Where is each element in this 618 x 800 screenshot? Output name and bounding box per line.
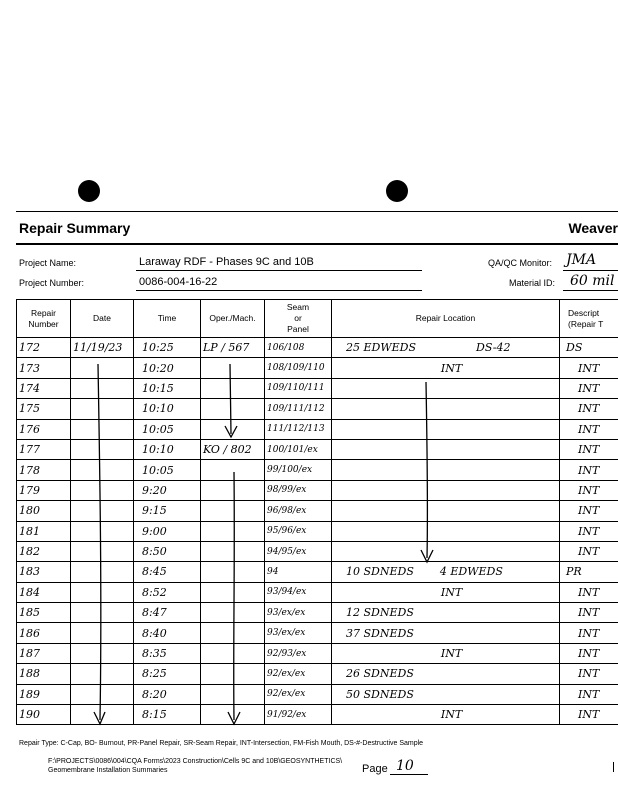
repair-type-cell: INT xyxy=(560,439,618,459)
repair-location-cell xyxy=(332,378,560,398)
repair-location-cell xyxy=(332,664,560,684)
seam-panel-cell: 99/100/ex xyxy=(265,460,332,480)
repair-number-cell: 190 xyxy=(17,705,71,725)
project-number-underline xyxy=(136,290,422,291)
seam-panel-cell: 93/ex/ex xyxy=(265,623,332,643)
repair-type-cell: PR xyxy=(560,562,618,582)
project-name-underline xyxy=(136,270,422,271)
repair-number-cell: 180 xyxy=(17,501,71,521)
repair-location-text: 26 SDNEDS xyxy=(346,667,414,681)
time-cell: 10:10 xyxy=(134,439,201,459)
repair-number-cell: 186 xyxy=(17,623,71,643)
repair-number-cell: 182 xyxy=(17,541,71,561)
time-cell: 8:52 xyxy=(134,582,201,602)
seam-panel-cell: 111/112/113 xyxy=(265,419,332,439)
repair-location-text: 12 SDNEDS xyxy=(346,606,414,620)
header-seam-panel: Seam or Panel xyxy=(265,300,332,338)
qaqc-monitor-label: QA/QC Monitor: xyxy=(488,258,553,268)
qaqc-monitor-value: JMA xyxy=(566,252,597,268)
oper-continuation-arrow-2 xyxy=(226,468,246,730)
page-number-underline xyxy=(390,774,428,775)
file-path xyxy=(48,757,342,775)
edge-mark xyxy=(613,762,614,772)
time-cell: 10:25 xyxy=(134,338,201,358)
repair-type-cell: INT xyxy=(560,501,618,521)
repair-location-cell xyxy=(332,501,560,521)
repair-type-cell: INT xyxy=(560,643,618,663)
repair-location-cell xyxy=(332,582,560,602)
repair-type-cell: INT xyxy=(560,521,618,541)
repair-type-cell: INT xyxy=(560,623,618,643)
punch-hole-left xyxy=(78,180,100,202)
header-date: Date xyxy=(71,300,134,338)
repair-number-cell: 177 xyxy=(17,439,71,459)
time-cell: 10:10 xyxy=(134,399,201,419)
repair-location-cell xyxy=(332,460,560,480)
time-cell: 8:47 xyxy=(134,603,201,623)
repair-location-cell xyxy=(332,399,560,419)
repair-location-cell xyxy=(332,684,560,704)
header-repair-number: Repair Number xyxy=(17,300,71,338)
seam-panel-cell: 96/98/ex xyxy=(265,501,332,521)
time-cell: 8:50 xyxy=(134,541,201,561)
repair-type-cell: INT xyxy=(560,603,618,623)
time-cell: 10:05 xyxy=(134,419,201,439)
project-name-value: Laraway RDF - Phases 9C and 10B xyxy=(139,256,314,268)
repair-location-cell xyxy=(332,603,560,623)
repair-number-cell: 179 xyxy=(17,480,71,500)
repair-number-cell: 184 xyxy=(17,582,71,602)
company-name: Weaver xyxy=(568,220,618,236)
qaqc-underline xyxy=(563,270,618,271)
seam-panel-cell: 91/92/ex xyxy=(265,705,332,725)
header-oper-mach: Oper./Mach. xyxy=(201,300,265,338)
time-cell: 8:15 xyxy=(134,705,201,725)
seam-panel-cell: 92/ex/ex xyxy=(265,664,332,684)
repair-type-cell: INT xyxy=(560,378,618,398)
repair-type-legend: Repair Type: C-Cap, BO- Burnout, PR-Panel Repair, SR-Seam Repair, INT-Intersection, FM-Fish Mouth, DS-#-Destructive Sample xyxy=(19,740,424,747)
time-cell: 9:20 xyxy=(134,480,201,500)
repair-location-text: INT xyxy=(440,708,463,722)
project-name-label: Project Name: xyxy=(19,258,77,268)
repair-type-cell: INT xyxy=(560,419,618,439)
repair-location-cell xyxy=(332,643,560,663)
material-underline xyxy=(563,290,618,291)
repair-type-cell: INT xyxy=(560,480,618,500)
time-cell: 8:40 xyxy=(134,623,201,643)
repair-location-text: INT xyxy=(440,647,463,661)
date-cell: 11/19/23 xyxy=(71,338,134,358)
time-cell: 9:00 xyxy=(134,521,201,541)
material-id-label: Material ID: xyxy=(509,278,556,288)
repair-location-text: 25 EDWEDS xyxy=(346,341,417,355)
seam-panel-cell: 93/94/ex xyxy=(265,582,332,602)
repair-number-cell: 181 xyxy=(17,521,71,541)
seam-panel-cell: 94/95/ex xyxy=(265,541,332,561)
table-row xyxy=(17,338,618,358)
repair-location-cell xyxy=(332,705,560,725)
oper-mach-cell: KO / 802 xyxy=(201,439,265,459)
seam-panel-cell: 92/93/ex xyxy=(265,643,332,663)
repair-location-cell xyxy=(332,358,560,378)
repair-location-text: 37 SDNEDS xyxy=(346,626,414,640)
project-number-label: Project Number: xyxy=(19,278,85,288)
header-rule xyxy=(16,243,618,245)
repair-location-cell xyxy=(332,521,560,541)
location-continuation-arrow xyxy=(418,378,438,568)
repair-number-cell: 178 xyxy=(17,460,71,480)
repair-location-text: INT xyxy=(440,361,463,375)
file-path-line-1: F:\PROJECTS\0086\004\CQA Forms\2023 Construction\Cells 9C and 10B\GEOSYNTHETICS\ xyxy=(48,758,343,765)
seam-panel-cell: 95/96/ex xyxy=(265,521,332,541)
repair-location-text: 10 SDNEDS xyxy=(346,565,414,579)
time-cell: 10:20 xyxy=(134,358,201,378)
repair-location-cell xyxy=(332,419,560,439)
repair-location-cell xyxy=(332,562,560,582)
seam-panel-cell: 108/109/110 xyxy=(265,358,332,378)
repair-location-cell xyxy=(332,480,560,500)
repair-number-cell: 185 xyxy=(17,603,71,623)
repair-type-cell: INT xyxy=(560,664,618,684)
repair-number-cell: 189 xyxy=(17,684,71,704)
repair-location-text: INT xyxy=(440,585,463,599)
seam-panel-cell: 106/108 xyxy=(265,338,332,358)
oper-mach-cell: LP / 567 xyxy=(201,338,265,358)
repair-location-cell xyxy=(332,338,560,358)
seam-panel-cell: 92/ex/ex xyxy=(265,684,332,704)
time-cell: 8:25 xyxy=(134,664,201,684)
repair-type-cell: INT xyxy=(560,399,618,419)
time-cell: 10:05 xyxy=(134,460,201,480)
time-cell: 8:35 xyxy=(134,643,201,663)
repair-type-cell: INT xyxy=(560,582,618,602)
repair-number-cell: 172 xyxy=(17,338,71,358)
repair-type-cell: INT xyxy=(560,460,618,480)
repair-location-cell xyxy=(332,623,560,643)
repair-type-cell: INT xyxy=(560,684,618,704)
seam-panel-cell: 100/101/ex xyxy=(265,439,332,459)
table-header-row xyxy=(17,300,618,338)
seam-panel-cell: 109/110/111 xyxy=(265,378,332,398)
header-time: Time xyxy=(134,300,201,338)
seam-panel-cell: 98/99/ex xyxy=(265,480,332,500)
file-path-line-2: Geomembrane Installation Summaries xyxy=(48,767,168,774)
repair-type-cell: INT xyxy=(560,541,618,561)
time-cell: 9:15 xyxy=(134,501,201,521)
repair-number-cell: 188 xyxy=(17,664,71,684)
repair-number-cell: 187 xyxy=(17,643,71,663)
project-number-value: 0086-004-16-22 xyxy=(139,276,218,288)
time-cell: 10:15 xyxy=(134,378,201,398)
repair-number-cell: 173 xyxy=(17,358,71,378)
repair-number-cell: 176 xyxy=(17,419,71,439)
top-rule xyxy=(16,211,618,212)
repair-location-extra: DS-42 xyxy=(476,341,511,355)
repair-location-text: 50 SDNEDS xyxy=(346,687,414,701)
repair-type-cell: INT xyxy=(560,705,618,725)
page-number: 10 xyxy=(396,758,414,774)
time-cell: 8:45 xyxy=(134,562,201,582)
punch-hole-right xyxy=(386,180,408,202)
repair-number-cell: 183 xyxy=(17,562,71,582)
header-description: Descript (Repair T xyxy=(560,300,618,338)
repair-location-extra: 4 EDWEDS xyxy=(439,565,503,579)
repair-number-cell: 174 xyxy=(17,378,71,398)
repair-type-cell: INT xyxy=(560,358,618,378)
page-label: Page xyxy=(362,763,388,775)
date-continuation-arrow xyxy=(90,360,110,730)
seam-panel-cell: 94 xyxy=(265,562,332,582)
repair-type-cell: DS xyxy=(560,338,618,358)
header-repair-location: Repair Location xyxy=(332,300,560,338)
repair-location-cell xyxy=(332,541,560,561)
repair-number-cell: 175 xyxy=(17,399,71,419)
form-title: Repair Summary xyxy=(19,220,131,236)
repair-location-cell xyxy=(332,439,560,459)
seam-panel-cell: 93/ex/ex xyxy=(265,603,332,623)
material-id-value: 60 mil xyxy=(570,273,615,289)
time-cell: 8:20 xyxy=(134,684,201,704)
oper-continuation-arrow-1 xyxy=(222,360,242,442)
seam-panel-cell: 109/111/112 xyxy=(265,399,332,419)
